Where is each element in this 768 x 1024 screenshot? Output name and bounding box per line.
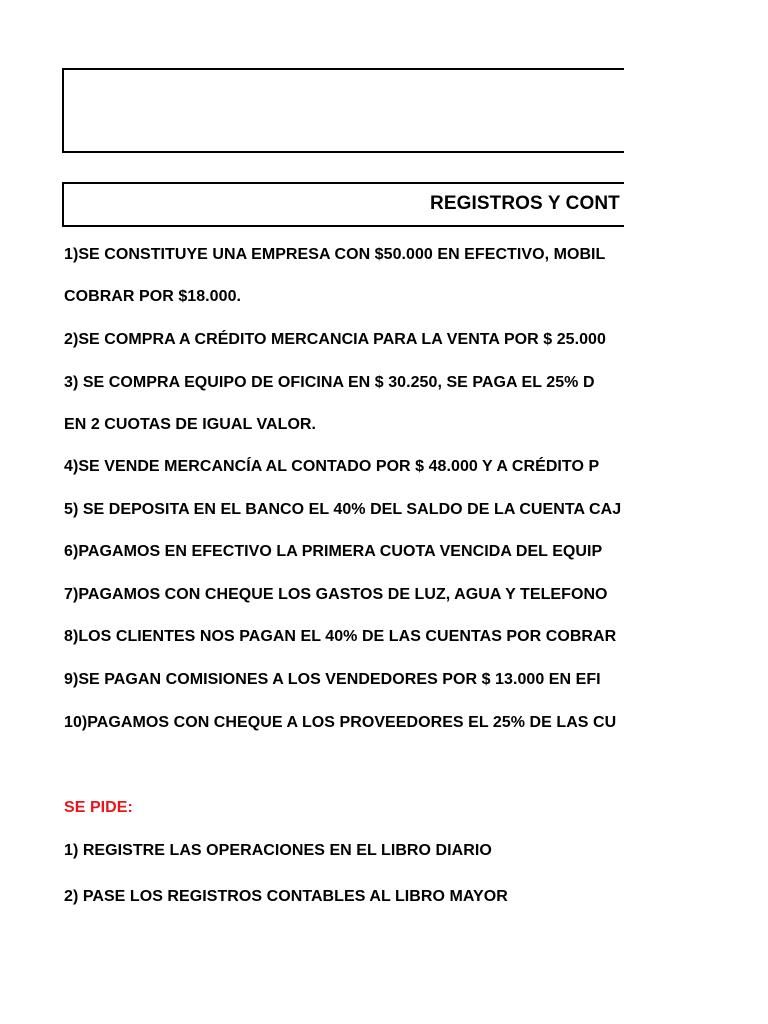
operation-line-1: 1)SE CONSTITUYE UNA EMPRESA CON $50.000 EN EFECTIVO, MOBIL — [64, 246, 606, 263]
title-box — [62, 182, 624, 227]
header-box — [62, 68, 624, 153]
requirement-1: 1) REGISTRE LAS OPERACIONES EN EL LIBRO DIARIO — [64, 842, 492, 859]
operation-line-8: 8)LOS CLIENTES NOS PAGAN EL 40% DE LAS CUENTAS POR COBRAR — [64, 628, 617, 645]
operation-line-6: 6)PAGAMOS EN EFECTIVO LA PRIMERA CUOTA VENCIDA DEL EQUIP — [64, 543, 603, 560]
operation-line-3-continued: EN 2 CUOTAS DE IGUAL VALOR. — [64, 416, 317, 433]
requirement-2: 2) PASE LOS REGISTROS CONTABLES AL LIBRO MAYOR — [64, 888, 508, 905]
document-title: REGISTROS Y CONT — [430, 193, 620, 214]
operation-line-3: 3) SE COMPRA EQUIPO DE OFICINA EN $ 30.250, SE PAGA EL 25% D — [64, 374, 595, 391]
operation-line-4: 4)SE VENDE MERCANCÍA AL CONTADO POR $ 48.000 Y A CRÉDITO P — [64, 458, 600, 475]
operation-line-10: 10)PAGAMOS CON CHEQUE A LOS PROVEEDORES EL 25% DE LAS CU — [64, 714, 617, 731]
operation-line-5: 5) SE DEPOSITA EN EL BANCO EL 40% DEL SALDO DE LA CUENTA CAJ — [64, 501, 622, 518]
operation-line-7: 7)PAGAMOS CON CHEQUE LOS GASTOS DE LUZ, AGUA Y TELEFONO — [64, 586, 608, 603]
operation-line-2: 2)SE COMPRA A CRÉDITO MERCANCIA PARA LA VENTA POR $ 25.000 — [64, 331, 606, 348]
operation-line-9: 9)SE PAGAN COMISIONES A LOS VENDEDORES POR $ 13.000 EN EFI — [64, 671, 601, 688]
operation-line-1-continued: COBRAR POR $18.000. — [64, 288, 242, 305]
se-pide-heading: SE PIDE: — [64, 799, 133, 816]
